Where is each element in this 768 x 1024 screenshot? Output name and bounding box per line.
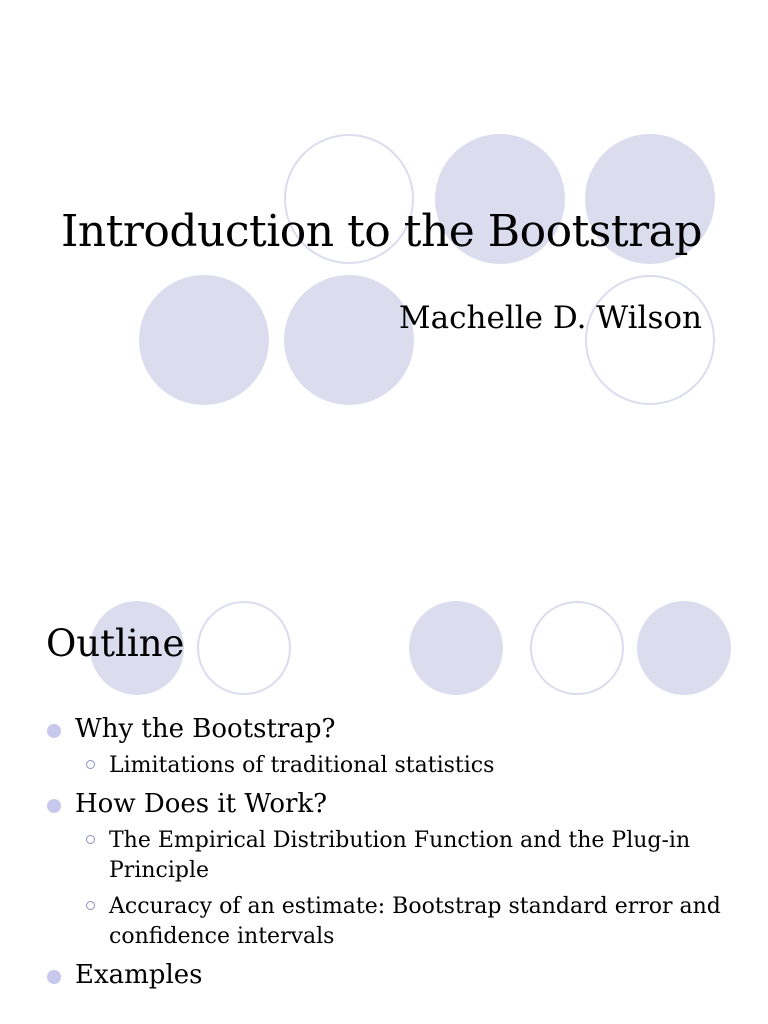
bullet-item xyxy=(0,714,768,745)
decorative-circle-filled xyxy=(409,601,503,695)
decorative-circle-outline xyxy=(197,601,291,695)
presentation-title: Introduction to the Bootstrap xyxy=(60,206,702,257)
sub-bullet-text: Accuracy of an estimate: Bootstrap standard error and confidence intervals xyxy=(109,894,721,949)
bullet-text: How Does it Work? xyxy=(75,789,328,819)
sub-bullet-text: Limitations of traditional statistics xyxy=(109,753,495,778)
bullet-dot-icon xyxy=(47,724,61,738)
bullet-dot-icon xyxy=(47,799,61,813)
sub-bullet-item xyxy=(0,892,768,952)
author-name: Machelle D. Wilson xyxy=(398,300,702,336)
decorative-circle-outline xyxy=(585,275,715,405)
outline-slide xyxy=(0,512,768,1024)
sub-bullet-ring-icon xyxy=(86,760,95,769)
bullet-dot-icon xyxy=(47,970,61,984)
outline-bullet-list xyxy=(0,714,768,991)
bullet-item xyxy=(0,960,768,991)
sub-bullet-ring-icon xyxy=(86,901,95,910)
sub-bullet-item xyxy=(0,751,768,781)
decorative-circle-filled xyxy=(139,275,269,405)
bullet-text: Examples xyxy=(75,960,203,990)
decorative-circle-outline xyxy=(530,601,624,695)
bullet-item xyxy=(0,789,768,820)
sub-bullet-item xyxy=(0,826,768,886)
decorative-circle-filled xyxy=(284,275,414,405)
sub-bullet-text: The Empirical Distribution Function and the Plug-in Principle xyxy=(109,828,691,883)
slide-title: Outline xyxy=(46,622,185,665)
sub-bullet-ring-icon xyxy=(86,835,95,844)
decorative-circle-filled xyxy=(637,601,731,695)
bullet-text: Why the Bootstrap? xyxy=(75,714,336,744)
